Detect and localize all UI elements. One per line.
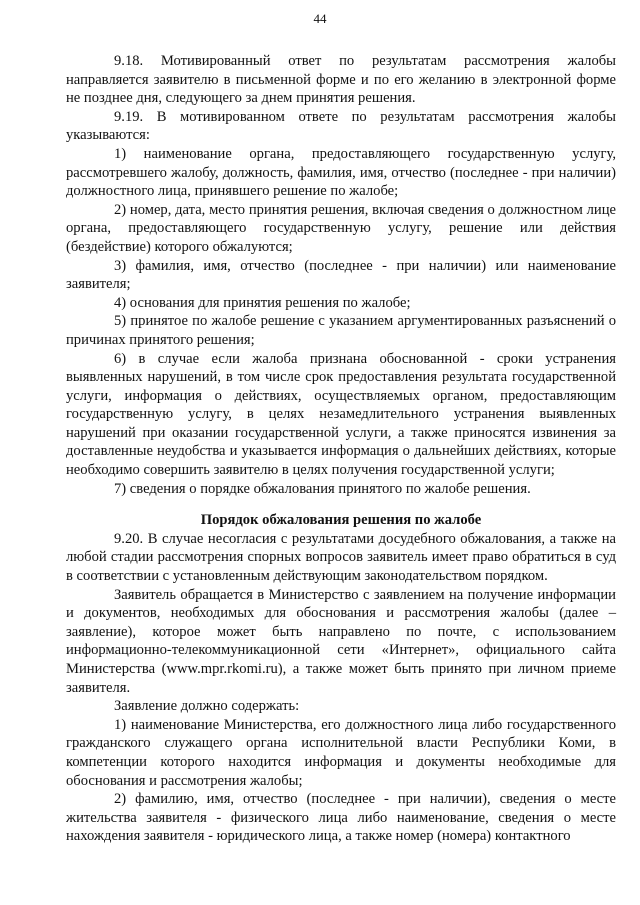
paragraph-9-19: 9.19. В мотивированном ответе по результатам рассмотрения жалобы указываются: — [66, 108, 616, 144]
paragraph-9-18: 9.18. Мотивированный ответ по результатам рассмотрения жалобы направляется заявителю в письменной форме и по его желанию в электронной форме не позднее дня, следующего за днем принятия решения. — [66, 53, 616, 107]
paragraph-application: Заявитель обращается в Министерство с заявлением на получение информации и документов, необходимых для обоснования и рассмотрения жалобы (далее – заявление), которое может быть направлено по почте, с использованием информационно-телекоммуникационной сети «Интернет», официального сайта Министерства (www.mpr.rkomi.ru), а также может быть принято при личном приеме заявителя. — [66, 586, 616, 696]
paragraph-9-20: 9.20. В случае несогласия с результатами досудебного обжалования, а также на любой стадии рассмотрения спорных вопросов заявитель имеет право обратиться в суд в соответствии с установленным действующим законодательством порядком. — [66, 530, 616, 585]
list-item-5: 5) принятое по жалобе решение с указанием аргументированных разъяснений о причинах принятого решения; — [66, 313, 616, 348]
section-heading: Порядок обжалования решения по жалобе — [200, 512, 482, 529]
list-item-6: 6) в случае если жалоба признана обоснованной - сроки устранения выявленных нарушений, в том числе срок предоставления результата государственной услуги, информация о действиях, осуществляемых органом, предоставляющим государственную услугу, в целях незамедлительного устранения выявленных нарушений при оказании государственной услуги, а также приносятся извинения за доставленные неудобства и указывается информация о дальнейших действиях, которые необходимо совершить заявителю в целях получения государственной услуги; — [66, 350, 616, 479]
list-item-7: 7) сведения о порядке обжалования принятого по жалобе решения. — [114, 480, 531, 497]
list-item-3: 3) фамилия, имя, отчество (последнее - при наличии) или наименование заявителя; — [66, 257, 616, 293]
list-item-2: 2) номер, дата, место принятия решения, включая сведения о должностном лице органа, предоставляющего государственную услугу, решение или действия (бездействие) которого обжалуются; — [66, 201, 616, 255]
list-item-4: 4) основания для принятия решения по жалобе; — [114, 294, 411, 311]
list-item-1: 1) наименование органа, предоставляющего государственную услугу, рассмотревшего жалобу, должность, фамилия, имя, отчество (последнее - при наличии) должностного лица, принявшего решение по жалобе; — [66, 145, 616, 200]
application-item-1: 1) наименование Министерства, его должностного лица либо государственного гражданского служащего органа исполнительной власти Республики Коми, в компетенции которого находится информация и документы необходимые для обоснования и рассмотрения жалобы; — [66, 716, 616, 789]
page-number: 44 — [313, 11, 327, 26]
document-body — [66, 52, 616, 846]
application-item-2: 2) фамилию, имя, отчество (последнее - при наличии), сведения о месте жительства заявителя - физического лица либо наименование, сведения о месте нахождения заявителя - юридического лица, а также номер (номера) контактного — [66, 791, 616, 845]
paragraph-application-contents: Заявление должно содержать: — [114, 698, 300, 715]
